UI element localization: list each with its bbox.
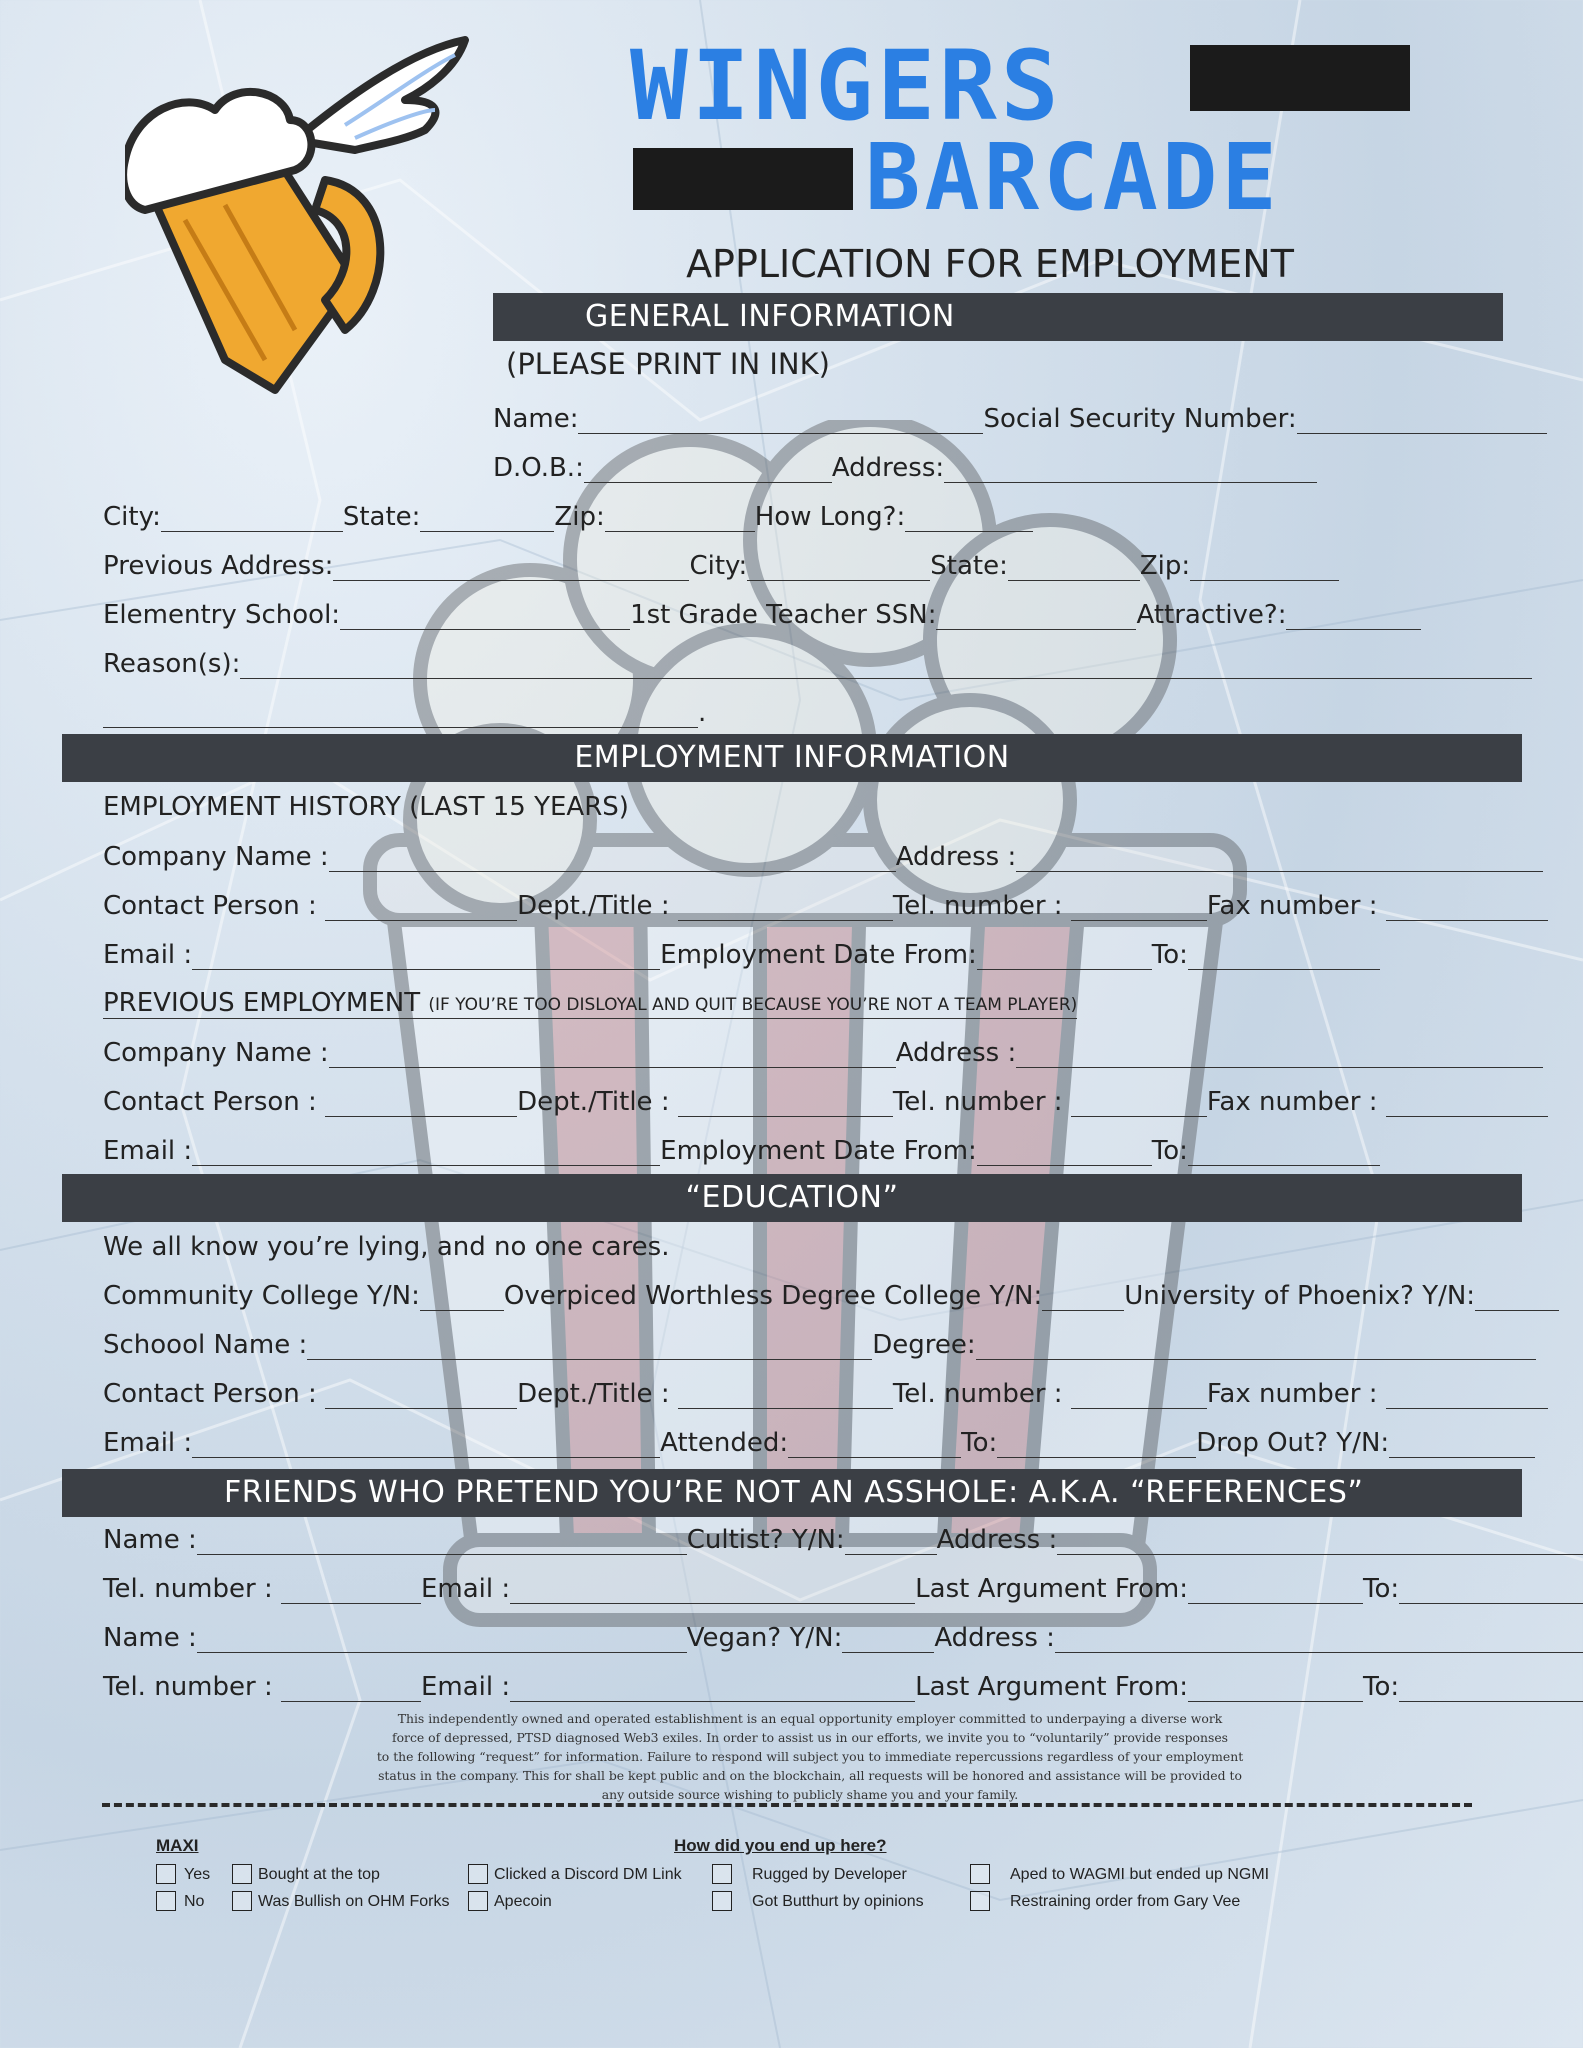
discord-dm-link-checkbox[interactable] — [468, 1864, 488, 1884]
brand-line-2: BARCADE — [865, 124, 1281, 231]
previous-city-field[interactable] — [747, 554, 930, 581]
row-city-state-zip: City: State: Zip: How Long?: — [103, 498, 1033, 532]
overpriced-college-yn-field[interactable] — [1042, 1284, 1124, 1311]
attractive-field[interactable] — [1286, 603, 1421, 630]
education-fax-field[interactable] — [1386, 1382, 1548, 1409]
maxi-no-checkbox[interactable] — [156, 1891, 176, 1911]
maxi-no-label: No — [184, 1893, 205, 1910]
butthurt-by-opinions-checkbox[interactable] — [712, 1891, 732, 1911]
reasons-field[interactable] — [240, 652, 1532, 679]
bought-at-top-label: Bought at the top — [258, 1866, 380, 1883]
reference-1-address-field[interactable] — [1057, 1528, 1583, 1555]
cultist-yn-field[interactable] — [845, 1528, 937, 1555]
restraining-order-checkbox[interactable] — [970, 1891, 990, 1911]
how-long-field[interactable] — [905, 505, 1033, 532]
date-from-field-2[interactable] — [977, 1139, 1152, 1166]
row-reasons-continued: . — [103, 694, 706, 728]
previous-state-field[interactable] — [1008, 554, 1140, 581]
fax-number-field-2[interactable] — [1386, 1090, 1548, 1117]
contact-person-field-1[interactable] — [325, 894, 517, 921]
vegan-yn-field[interactable] — [842, 1626, 934, 1653]
discord-dm-link-label: Clicked a Discord DM Link — [494, 1866, 682, 1883]
reference-2-address-field[interactable] — [1055, 1626, 1583, 1653]
teacher-ssn-field[interactable] — [936, 603, 1136, 630]
tel-number-field-2[interactable] — [1071, 1090, 1207, 1117]
section-employment-information: EMPLOYMENT INFORMATION — [62, 734, 1522, 782]
aped-wagmi-label: Aped to WAGMI but ended up NGMI — [1010, 1866, 1270, 1883]
row-reasons: Reason(s): — [103, 645, 1532, 679]
dropout-yn-field[interactable] — [1389, 1431, 1535, 1458]
email-field-2[interactable] — [192, 1139, 660, 1166]
row-previous-address: Previous Address: City: State: Zip: — [103, 547, 1339, 581]
reference-1-name-field[interactable] — [197, 1528, 687, 1555]
section-general-information: GENERAL INFORMATION — [493, 293, 1503, 341]
reference-1-email-field[interactable] — [510, 1577, 915, 1604]
reference-1-argument-from-field[interactable] — [1188, 1577, 1363, 1604]
row-contact-2: Contact Person : Dept./Title : Tel. number : Fax number : — [103, 1083, 1548, 1117]
reference-2-name-field[interactable] — [197, 1626, 687, 1653]
attended-field[interactable] — [788, 1431, 961, 1458]
row-company-2: Company Name : Address : — [103, 1034, 1543, 1068]
address-field[interactable] — [944, 456, 1317, 483]
reference-1-argument-to-field[interactable] — [1399, 1577, 1583, 1604]
apecoin-label: Apecoin — [494, 1893, 552, 1910]
row-reference-2-contact: Tel. number : Email : Last Argument From: To: — [103, 1668, 1583, 1702]
brand-black-bar-1 — [1190, 45, 1410, 111]
maxi-yes-checkbox[interactable] — [156, 1864, 176, 1884]
row-email-2: Email : Employment Date From: To: — [103, 1132, 1380, 1166]
row-contact-1: Contact Person : Dept./Title : Tel. number : Fax number : — [103, 887, 1548, 921]
city-field[interactable] — [161, 505, 343, 532]
school-name-field[interactable] — [307, 1333, 872, 1360]
row-reference-1-contact: Tel. number : Email : Last Argument From: To: — [103, 1570, 1583, 1604]
bullish-ohm-forks-label: Was Bullish on OHM Forks — [258, 1893, 450, 1910]
beer-mug-wings-logo — [125, 30, 485, 410]
ssn-field[interactable] — [1297, 407, 1547, 434]
brand-line-1: WINGERS — [630, 30, 1063, 142]
previous-employment-heading: PREVIOUS EMPLOYMENT (IF YOU’RE TOO DISLOYAL AND QUIT BECAUSE YOU’RE NOT A TEAM PLAYER) — [103, 985, 1077, 1019]
section-education: “EDUCATION” — [62, 1174, 1522, 1222]
reference-2-email-field[interactable] — [510, 1675, 915, 1702]
date-from-field-1[interactable] — [977, 943, 1152, 970]
row-dob-address: D.O.B.: Address: — [493, 449, 1317, 483]
row-name-ssn: Name: Social Security Number: — [493, 400, 1547, 434]
section-references: FRIENDS WHO PRETEND YOU’RE NOT AN ASSHOLE: A.K.A. “REFERENCES” — [62, 1469, 1522, 1517]
contact-person-field-2[interactable] — [325, 1090, 517, 1117]
company-address-field-1[interactable] — [1016, 845, 1543, 872]
maxi-heading: MAXI — [156, 1836, 199, 1855]
row-college-questions: Community College Y/N: Overpiced Worthless Degree College Y/N: University of Phoenix? Y/N: — [103, 1277, 1559, 1311]
previous-zip-field[interactable] — [1190, 554, 1339, 581]
company-name-field-1[interactable] — [329, 845, 896, 872]
date-to-field-1[interactable] — [1188, 943, 1380, 970]
how-did-you-end-up-here-heading: How did you end up here? — [674, 1836, 887, 1855]
row-company-1: Company Name : Address : — [103, 838, 1543, 872]
state-field[interactable] — [420, 505, 554, 532]
education-email-field[interactable] — [192, 1431, 660, 1458]
education-intro: We all know you’re lying, and no one cares. — [103, 1232, 670, 1262]
bullish-ohm-forks-checkbox[interactable] — [232, 1891, 252, 1911]
restraining-order-label: Restraining order from Gary Vee — [1010, 1893, 1241, 1910]
education-dept-field[interactable] — [678, 1382, 893, 1409]
degree-field[interactable] — [976, 1333, 1536, 1360]
dept-title-field-2[interactable] — [678, 1090, 893, 1117]
brand-black-bar-2 — [633, 148, 853, 210]
email-field-1[interactable] — [192, 943, 660, 970]
phoenix-yn-field[interactable] — [1475, 1284, 1559, 1311]
community-college-yn-field[interactable] — [420, 1284, 504, 1311]
row-reference-1-name: Name : Cultist? Y/N: Address : — [103, 1521, 1583, 1555]
row-education-email: Email : Attended: To: Drop Out? Y/N: — [103, 1424, 1535, 1458]
company-name-field-2[interactable] — [329, 1041, 896, 1068]
print-in-ink-note: (PLEASE PRINT IN INK) — [506, 347, 830, 381]
row-email-1: Email : Employment Date From: To: — [103, 936, 1380, 970]
elementary-school-field[interactable] — [340, 603, 630, 630]
application-title: APPLICATION FOR EMPLOYMENT — [686, 242, 1294, 286]
previous-address-field[interactable] — [333, 554, 689, 581]
fax-number-field-1[interactable] — [1386, 894, 1548, 921]
aped-wagmi-checkbox[interactable] — [970, 1864, 990, 1884]
education-tel-field[interactable] — [1071, 1382, 1207, 1409]
reference-1-tel-field[interactable] — [281, 1577, 421, 1604]
rugged-by-developer-label: Rugged by Developer — [752, 1866, 907, 1883]
tel-number-field-1[interactable] — [1071, 894, 1207, 921]
education-contact-field[interactable] — [325, 1382, 517, 1409]
butthurt-by-opinions-label: Got Butthurt by opinions — [752, 1893, 924, 1910]
row-elementary: Elementry School: 1st Grade Teacher SSN: Attractive?: — [103, 596, 1421, 630]
name-field[interactable] — [578, 407, 983, 434]
row-education-contact: Contact Person : Dept./Title : Tel. number : Fax number : — [103, 1375, 1548, 1409]
disclaimer-text: This independently owned and operated establishment is an equal opportunity employer committed to underpaying a diverse work force of depressed, PTSD diagnosed Web3 exiles. In order to assist us in our efforts, we invite you to “voluntarily” provide responses to the following “request” for information. Failure to respond will subject you to immediate repercussions regardless of your employment status in the company. This for shall be kept public and on the blockchain, all requests will be honored and assistance will be provided to any outside source wishing to publicly shame you and your family. — [376, 1711, 1244, 1802]
row-school-name: Schoool Name : Degree: — [103, 1326, 1536, 1360]
employment-history-heading: EMPLOYMENT HISTORY (LAST 15 YEARS) — [103, 792, 629, 822]
company-address-field-2[interactable] — [1016, 1041, 1543, 1068]
date-to-field-2[interactable] — [1188, 1139, 1380, 1166]
attended-to-field[interactable] — [997, 1431, 1196, 1458]
maxi-yes-label: Yes — [184, 1866, 211, 1883]
reasons-field-continued[interactable] — [103, 701, 698, 728]
apecoin-checkbox[interactable] — [468, 1891, 488, 1911]
reference-2-tel-field[interactable] — [281, 1675, 421, 1702]
dob-field[interactable] — [584, 456, 832, 483]
bought-at-top-checkbox[interactable] — [232, 1864, 252, 1884]
reference-2-argument-to-field[interactable] — [1399, 1675, 1583, 1702]
cut-line-divider — [102, 1803, 1472, 1807]
zip-field[interactable] — [605, 505, 755, 532]
row-reference-2-name: Name : Vegan? Y/N: Address : — [103, 1619, 1583, 1653]
reference-2-argument-from-field[interactable] — [1188, 1675, 1363, 1702]
rugged-by-developer-checkbox[interactable] — [712, 1864, 732, 1884]
dept-title-field-1[interactable] — [678, 894, 893, 921]
